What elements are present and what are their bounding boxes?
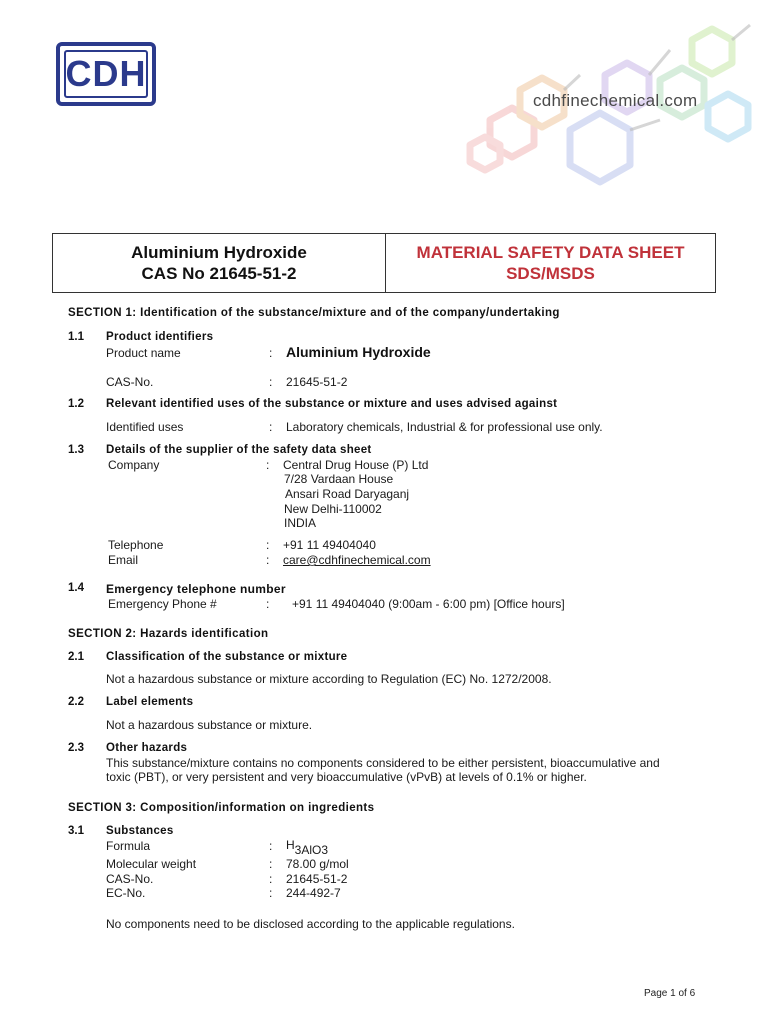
colon: :	[266, 597, 270, 611]
cas-label-3: CAS-No.	[106, 872, 154, 886]
subsection-1-4-number: 1.4	[68, 582, 84, 594]
subsection-2-2-number: 2.2	[68, 696, 84, 708]
company-label: Company	[108, 458, 160, 472]
subsection-1-2-title: Relevant identified uses of the substance or mixture and uses advised against	[106, 398, 558, 410]
subsection-3-1-number: 3.1	[68, 825, 84, 837]
cas-value: 21645-51-2	[286, 375, 348, 389]
product-name-label: Product name	[106, 346, 181, 360]
subsection-1-4-title: Emergency telephone number	[106, 582, 286, 596]
identified-uses-label: Identified uses	[106, 420, 184, 434]
website-text: cdhfinechemical.com	[533, 91, 698, 110]
cas-value-3: 21645-51-2	[286, 872, 348, 886]
label-elements-text: Not a hazardous substance or mixture.	[106, 718, 313, 732]
title-box	[52, 233, 716, 293]
company-line-2: 7/28 Vardaan House	[284, 472, 394, 486]
emergency-phone-value: +91 11 49404040 (9:00am - 6:00 pm) [Office hours]	[292, 597, 565, 611]
company-line-5: INDIA	[284, 516, 317, 530]
subsection-1-3-number: 1.3	[68, 444, 84, 456]
email-link[interactable]: care@cdhfinechemical.com	[283, 553, 431, 567]
subsection-1-2-number: 1.2	[68, 398, 84, 410]
colon: :	[266, 553, 270, 567]
formula-rest: 3AlO3	[294, 843, 329, 857]
colon: :	[266, 458, 270, 472]
colon: :	[269, 857, 273, 871]
subsection-1-1-title: Product identifiers	[106, 331, 214, 343]
section-1-heading: SECTION 1: Identification of the substance/mixture and of the company/undertaking	[68, 307, 560, 319]
colon: :	[269, 375, 273, 389]
page-number: Page 1 of 6	[644, 988, 696, 999]
ec-value: 244-492-7	[286, 886, 341, 900]
colon: :	[266, 538, 270, 552]
subsection-2-1-number: 2.1	[68, 651, 84, 663]
ec-label: EC-No.	[106, 886, 146, 900]
subsection-2-3-title: Other hazards	[106, 742, 188, 754]
colon: :	[269, 420, 273, 434]
title-box-sheet	[386, 234, 715, 292]
molecular-weight-value: 78.00 g/mol	[286, 857, 349, 871]
cas-title: CAS No 21645-51-2	[141, 264, 297, 283]
sheet-subtitle: SDS/MSDS	[506, 264, 595, 283]
telephone-value: +91 11 49404040	[283, 538, 376, 552]
email-label: Email	[108, 553, 139, 567]
subsection-3-1-title: Substances	[106, 825, 174, 837]
other-hazards-line-1: This substance/mixture contains no components considered to be either persistent, bioaccumulative and	[106, 756, 660, 770]
company-line-3: Ansari Road Daryaganj	[285, 487, 410, 501]
colon: :	[269, 886, 273, 900]
product-title: Aluminium Hydroxide	[131, 243, 307, 262]
company-line-1: Central Drug House (P) Ltd	[283, 458, 429, 472]
formula-label: Formula	[106, 839, 151, 853]
colon: :	[269, 839, 273, 853]
formula-h: H	[286, 838, 295, 852]
molecular-weight-label: Molecular weight	[106, 857, 197, 871]
section-2-heading: SECTION 2: Hazards identification	[68, 628, 269, 640]
components-note: No components need to be disclosed according to the applicable regulations.	[106, 917, 515, 931]
telephone-label: Telephone	[108, 538, 164, 552]
company-line-4: New Delhi-110002	[284, 502, 382, 516]
product-name-value: Aluminium Hydroxide	[286, 344, 431, 360]
subsection-2-3-number: 2.3	[68, 742, 84, 754]
company-logo-text: CDH	[65, 53, 147, 94]
sheet-title: MATERIAL SAFETY DATA SHEET	[416, 243, 685, 262]
molecule-hexagon-decoration	[430, 20, 768, 220]
classification-text: Not a hazardous substance or mixture according to Regulation (EC) No. 1272/2008.	[106, 672, 552, 686]
formula-value	[286, 838, 329, 857]
title-box-product	[53, 234, 386, 292]
section-3-heading: SECTION 3: Composition/information on ingredients	[68, 802, 375, 814]
subsection-2-2-title: Label elements	[106, 696, 194, 708]
colon: :	[269, 872, 273, 886]
other-hazards-line-2: toxic (PBT), or very persistent and very bioaccumulative (vPvB) at levels of 0.1% or higher.	[106, 770, 587, 784]
colon: :	[269, 346, 273, 360]
subsection-1-1-number: 1.1	[68, 331, 84, 343]
subsection-2-1-title: Classification of the substance or mixture	[106, 651, 348, 663]
cas-label: CAS-No.	[106, 375, 154, 389]
emergency-phone-label: Emergency Phone #	[108, 597, 217, 611]
identified-uses-value: Laboratory chemicals, Industrial & for professional use only.	[286, 420, 603, 434]
company-logo-frame	[64, 50, 148, 98]
subsection-1-3-title: Details of the supplier of the safety data sheet	[106, 444, 372, 456]
company-logo	[56, 42, 156, 106]
